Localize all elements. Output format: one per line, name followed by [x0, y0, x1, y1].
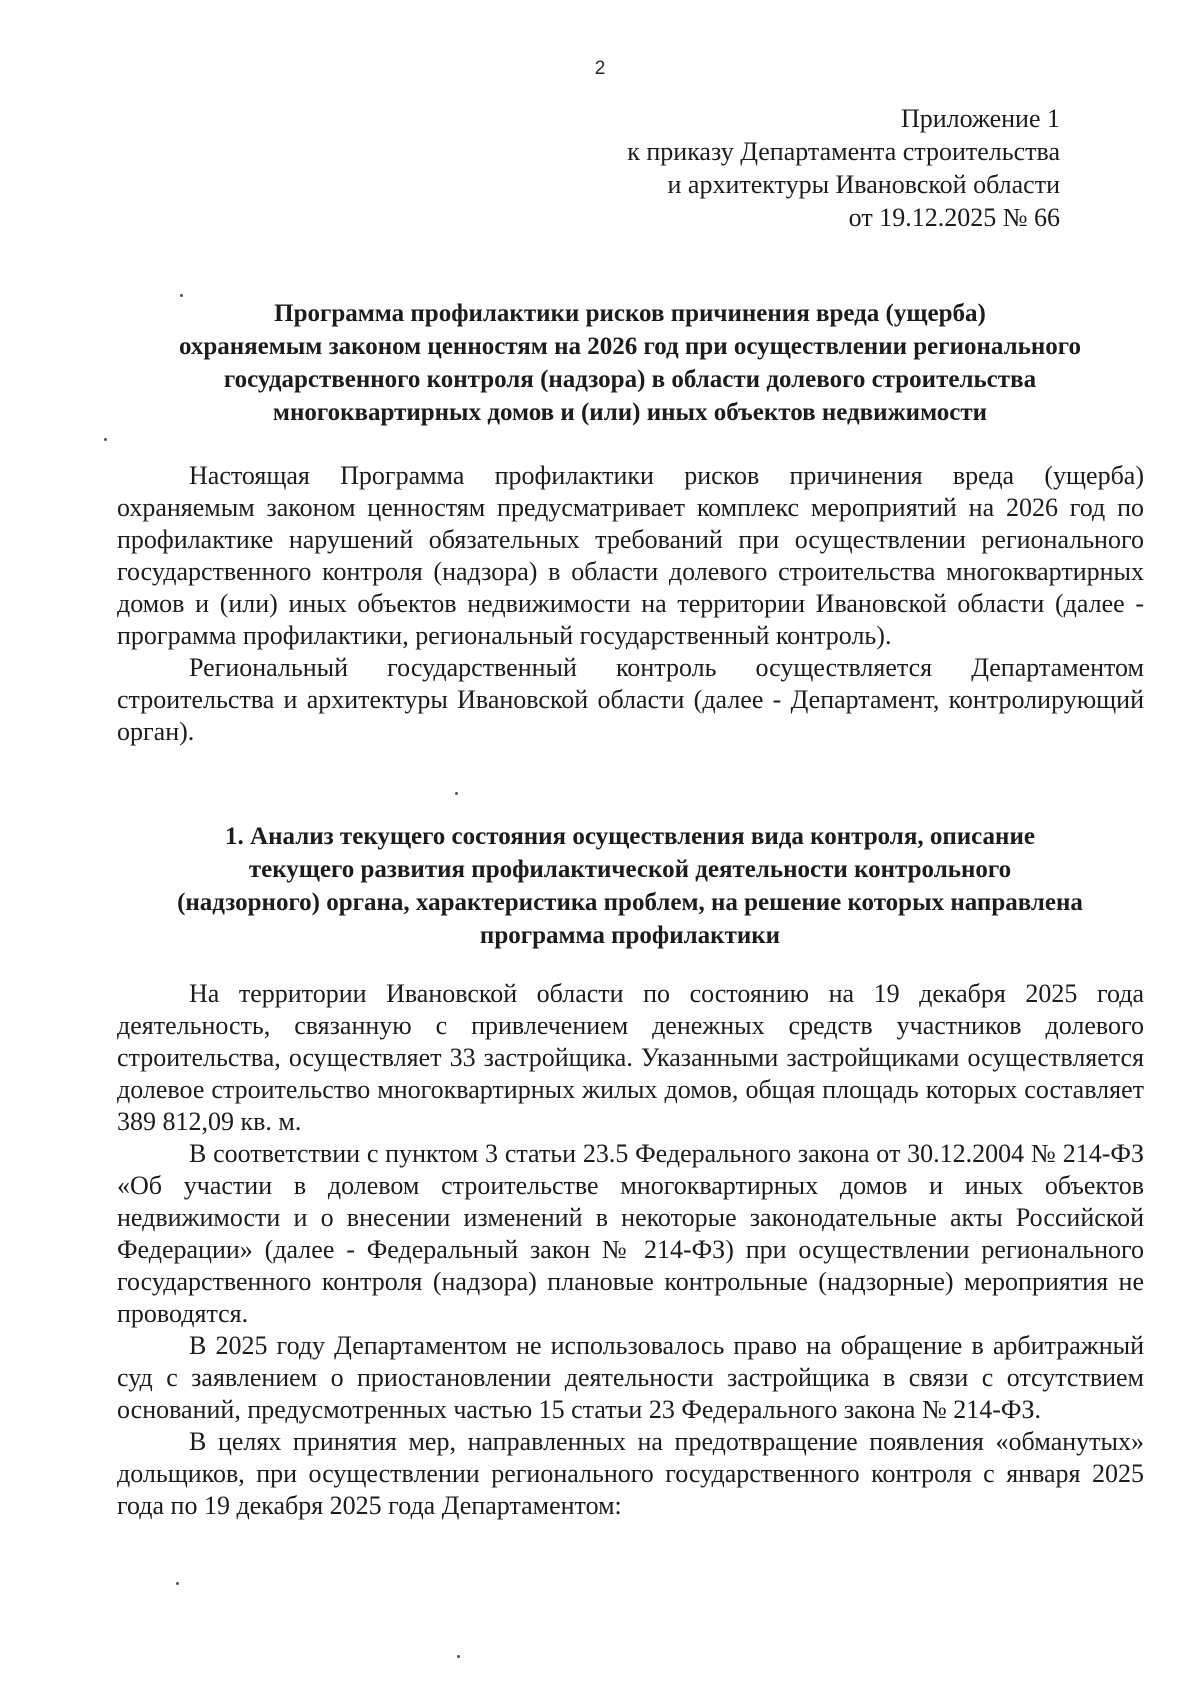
scan-speck: [180, 294, 183, 297]
page-number: 2: [594, 58, 606, 79]
scan-speck: [455, 792, 458, 795]
title-line: охраняемым законом ценностям на 2026 год при осуществлении регионального: [178, 333, 1082, 360]
appendix-line: Приложение 1: [900, 104, 1060, 133]
appendix-header: [627, 102, 1060, 234]
section-paragraph: На территории Ивановской области по состоянию на 19 декабря 2025 года деятельность, связанную с привлечением денежных средств участников долевого строительства, осуществляет 33 застройщика. Указанными застройщиками осуществляется долевое строительство многоквартирных жилых домов, общая площадь которых составляет 389 812,09 кв. м.: [117, 979, 1144, 1136]
section-heading-line: 1. Анализ текущего состояния осуществления вида контроля, описание: [225, 823, 1035, 850]
section-1-body: [117, 978, 1144, 1522]
scan-speck: [104, 438, 107, 441]
title-line: многоквартирных домов и (или) иных объектов недвижимости: [272, 399, 988, 426]
section-paragraph: В 2025 году Департаментом не использовалось право на обращение в арбитражный суд с заявлением о приостановлении деятельности застройщика в связи с отсутствием оснований, предусмотренных частью 15 статьи 23 Федерального закона № 214-ФЗ.: [117, 1331, 1144, 1424]
section-heading-line: программа профилактики: [479, 922, 781, 949]
intro-paragraph: Региональный государственный контроль осуществляется Департаментом строительства и архитектуры Ивановской области (далее - Департамент, контролирующий орган).: [117, 653, 1144, 746]
section-paragraph: В целях принятия мер, направленных на предотвращение появления «обманутых» дольщиков, при осуществлении регионального государственного контроля с января 2025 года по 19 декабря 2025 года Департаментом:: [117, 1427, 1144, 1520]
appendix-line: от 19.12.2025 № 66: [848, 203, 1060, 232]
intro-paragraph: Настоящая Программа профилактики рисков причинения вреда (ущерба) охраняемым законом ценностям предусматривает комплекс мероприятий на 2026 год по профилактике нарушений обязательных требований при осуществлении регионального государственного контроля (надзора) в области долевого строительства многоквартирных домов и (или) иных объектов недвижимости на территории Ивановской области (далее - программа профилактики, региональный государственный контроль).: [117, 461, 1144, 650]
scan-speck: [176, 1582, 179, 1585]
section-1-heading: [115, 820, 1145, 952]
title-line: государственного контроля (надзора) в области долевого строительства: [223, 366, 1037, 393]
appendix-line: и архитектуры Ивановской области: [667, 170, 1060, 199]
section-heading-line: (надзорного) органа, характеристика проблем, на решение которых направлена: [177, 889, 1083, 916]
intro-section: [117, 460, 1144, 748]
document-title: [115, 297, 1145, 429]
title-line: Программа профилактики рисков причинения вреда (ущерба): [274, 300, 986, 327]
appendix-line: к приказу Департамента строительства: [627, 137, 1060, 166]
scan-speck: [457, 1655, 460, 1658]
section-heading-line: текущего развития профилактической деятельности контрольного: [248, 856, 1012, 883]
section-paragraph: В соответствии с пунктом 3 статьи 23.5 Федерального закона от 30.12.2004 № 214-ФЗ «Об участии в долевом строительстве многоквартирных домов и иных объектов недвижимости и о внесении изменений в некоторые законодательные акты Российской Федерации» (далее - Федеральный закон № 214-ФЗ) при осуществлении регионального государственного контроля (надзора) плановые контрольные (надзорные) мероприятия не проводятся.: [117, 1139, 1144, 1328]
